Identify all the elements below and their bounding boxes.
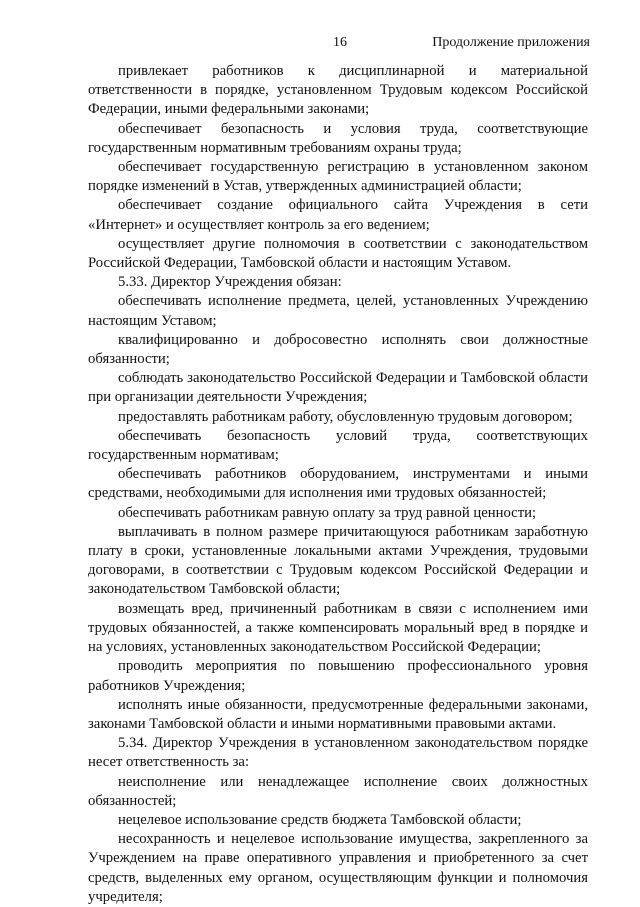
paragraph: обеспечивает безопасность и условия труда, соответствующие государственным нормативным требованиям охраны труда;	[88, 120, 588, 156]
paragraph: обеспечивает государственную регистрацию в установленном законом порядке изменений в Устав, утвержденных администрацией области;	[88, 159, 588, 195]
paragraph: выплачивать в полном размере причитающуюся работникам заработную плату в сроки, установленные локальными актами Учреждения, трудовыми договорами, в соответствии с Трудовым кодексом Российской Федерации и законодательством Тамбовской области;	[88, 523, 588, 598]
section-heading-5-33: 5.33. Директор Учреждения обязан:	[118, 274, 342, 291]
paragraph: проводить мероприятия по повышению профессионального уровня работников Учреждения;	[88, 658, 588, 694]
paragraph: соблюдать законодательство Российской Федерации и Тамбовской области при организации деятельности Учреждения;	[88, 370, 588, 406]
paragraph: привлекает работников к дисциплинарной и материальной ответственности в порядке, установленном Трудовым кодексом Российской Федерации, иными федеральными законами;	[88, 63, 588, 118]
paragraph: обеспечивать безопасность условий труда, соответствующих государственным нормативам;	[88, 427, 588, 464]
paragraph: неисполнение или ненадлежащее исполнение своих должностных обязанностей;	[88, 773, 588, 809]
paragraph: обеспечивать исполнение предмета, целей, установленных Учреждению настоящим Уставом;	[88, 293, 588, 329]
paragraph: несохранность и нецелевое использование имущества, закрепленного за Учреждением на праве оперативного управления и приобретенного за счет средств, выделенных ему органом, осуществляющим функции и полномочия учредителя;	[88, 831, 588, 905]
paragraph: обеспечивать работникам равную оплату за труд равной ценности;	[118, 504, 537, 521]
section-heading-5-34: 5.34. Директор Учреждения в установленном законодательством порядке несет ответственность за:	[88, 735, 588, 771]
page-number: 16	[333, 35, 347, 50]
document-body	[88, 62, 588, 907]
paragraph: осуществляет другие полномочия в соответствии с законодательством Российской Федерации, Тамбовской области и настоящим Уставом.	[88, 235, 588, 272]
paragraph: возмещать вред, причиненный работникам в связи с исполнением ими трудовых обязанностей, а также компенсировать моральный вред в порядке и на условиях, установленных законодательством Российской Федерации;	[88, 600, 588, 656]
paragraph: квалифицированно и добросовестно исполнять свои должностные обязанности;	[88, 331, 588, 368]
page-header	[88, 35, 590, 55]
paragraph: предоставлять работникам работу, обусловленную трудовым договором;	[118, 408, 573, 425]
paragraph: исполнять иные обязанности, предусмотренные федеральными законами, законами Тамбовской области и иными нормативными правовыми актами.	[88, 696, 588, 732]
paragraph: обеспечивать работников оборудованием, инструментами и иными средствами, необходимыми для исполнения ими трудовых обязанностей;	[88, 466, 588, 502]
header-note: Продолжение приложения	[432, 35, 590, 50]
paragraph: нецелевое использование средств бюджета Тамбовской области;	[118, 811, 522, 828]
paragraph: обеспечивает создание официального сайта Учреждения в сети «Интернет» и осуществляет контроль за его ведением;	[88, 197, 588, 233]
